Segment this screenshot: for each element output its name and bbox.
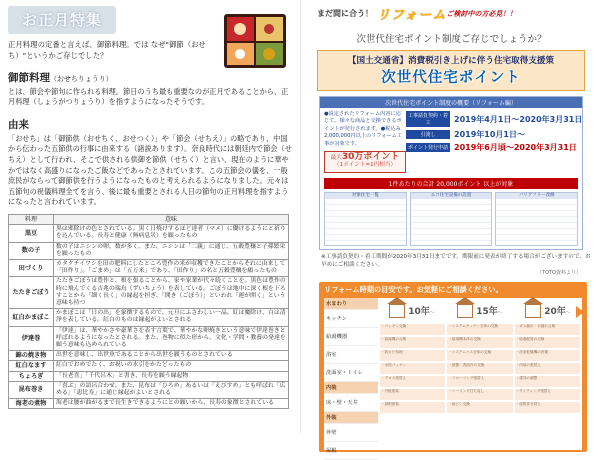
year-label — [476, 304, 503, 317]
column-header-meaning: 意味 — [54, 214, 289, 224]
page-title: お正月特集 — [8, 6, 116, 34]
table-row — [9, 309, 289, 326]
dish-name: 数の子 — [9, 242, 54, 259]
timing-cell: ・パッキン交換 — [380, 324, 445, 335]
timing-cell: ・浴室乾燥機の設置 — [515, 350, 580, 361]
ribbon-small-text: まだ間に合う！ — [317, 9, 373, 18]
max-label: 最大 — [330, 155, 342, 162]
year-suffix: 〜 — [497, 310, 503, 317]
timing-cell: ・便器・洗面台の交換 — [447, 363, 512, 374]
dish-meaning: 「長老喜」「千代呂木」と書き、長寿を願う縁起物 — [54, 371, 289, 381]
deadline-note: ※工事請負契約・着工期間が2020年3月31日までです。期限前に発表が終了する場合がございますので、お早めにご相談ください。 — [321, 253, 591, 268]
right-page — [300, 0, 600, 455]
panel-heading: 次世代住宅ポイント制度の概要（リフォーム編） — [320, 97, 582, 108]
ribbon-tail-text: ご検討中の方必見！！ — [446, 9, 517, 18]
dish-meaning: カタクチイワシを田の肥料にしたところ豊作の米が収穫できたことからそれに由来して「田作り」。「ごまめ」は「五万米」であり、「田作り」の名と五穀豊穣を願ったもの — [54, 259, 289, 276]
timing-cell: ・給湯機の点検 — [380, 337, 445, 348]
category-item: 浴室 — [324, 346, 378, 364]
house-icon — [457, 304, 473, 318]
year-column — [457, 304, 503, 318]
origin-heading: 由来 — [8, 118, 29, 131]
category-item: 洗面室・トイレ — [324, 364, 378, 382]
year-header — [378, 298, 582, 324]
overview-panel — [319, 96, 583, 250]
timing-cell: ・給湯機本体の交換 — [447, 337, 512, 348]
table-row — [9, 381, 289, 398]
point-table — [324, 192, 407, 246]
reform-ribbon — [317, 4, 592, 23]
period-row — [406, 111, 582, 127]
timing-cell: ・屋根塗装 — [380, 402, 445, 413]
dish-name: 海老の煮物 — [9, 399, 54, 409]
max-note: （1ポイント=1円相当） — [333, 162, 397, 169]
dishes-table — [8, 214, 289, 409]
table-row — [9, 326, 289, 351]
timing-cell: ・水栓パッキン — [380, 363, 445, 374]
year-value: 10年 — [408, 307, 430, 318]
dish-name: 紅白なます — [9, 361, 54, 371]
year-value: 15年 — [476, 307, 498, 318]
period-row — [406, 129, 582, 140]
osechi-heading-text: 御節料理 — [8, 72, 50, 84]
dish-meaning: たたきごぼうは豊作と、根を張ることから、家や家業が代々続くことを。黒色は豊作の時に飛んでくる吉兆の瑞鳥（ずいちょう）を表している。ごぼうは地中に深く根を下ろすことから「細く長く」の縁起を担ぎ、「開き（ごぼう）」といわれ「運が開く」という意味も持つ — [54, 277, 289, 309]
table-row — [9, 259, 289, 276]
category-column — [324, 298, 378, 455]
house-icon — [389, 304, 405, 318]
timing-cell: ・シーリング打ち直し — [447, 389, 512, 400]
category-section: 水まわり — [324, 298, 378, 310]
table-row — [9, 399, 289, 409]
period-label: 引渡し — [406, 130, 450, 139]
bonus-bar: 1件あたりの合計 20,000ポイント 以上が対象 — [324, 178, 578, 189]
overview-bullets — [324, 111, 406, 173]
timing-cell: ・内装の張替え — [515, 363, 580, 374]
reform-timing-chart — [319, 282, 587, 455]
dish-meaning: 「伊達」は、華やかさや豪華さを表す言葉で、華やかな卵焼きという意味で伊達巻きと呼ばれるようになったとされる。また、巻物に似た形から、文化・学問・教養の発達を願う意味も込められている — [54, 326, 289, 351]
osechi-reading: （おせちりょうり） — [50, 75, 113, 83]
osechi-heading — [8, 70, 292, 85]
point-banner — [317, 50, 585, 91]
dish-name: たたきごぼう — [9, 277, 54, 309]
year-label — [408, 304, 435, 317]
timing-cell: ・クロス張替え — [380, 376, 445, 387]
intro-text: 正月料理の定番と言えば、御節料理。では なぜ"御節（おせち）"というかご存じでした？ — [8, 40, 206, 60]
table-row — [9, 242, 289, 259]
period-date: 2019年10月1日〜 — [454, 130, 525, 139]
timing-cell: ・雨どい交換 — [447, 402, 512, 413]
max-value: 30万ポイント — [341, 152, 400, 163]
year-suffix: 〜 — [565, 310, 571, 317]
dish-meaning: 海老は腰が曲がるまで長生きできるようにとの願いから、長寿の象徴とされている — [54, 399, 289, 409]
periods — [406, 111, 582, 173]
table-row — [9, 361, 289, 371]
osechi-description: とは、節会や節句に作られる料理。節日のうち最も重要なのが正月であることから、正月料理（しょうがつりょうり）を指すようになったそうです。 — [8, 87, 289, 107]
year-label — [544, 304, 571, 317]
timing-cell: ・システムキッチン全体の交換 — [447, 324, 512, 335]
timing-cells — [378, 324, 582, 413]
dish-meaning: 紅白でおめでたく、お祝いの水引をかたどったもの — [54, 361, 289, 371]
dish-name: 黒豆 — [9, 225, 54, 242]
timing-cell: ・建具の調整 — [515, 376, 580, 387]
dish-meaning: 黒は邪除けの色とされている。黒く日焼けするほど達者（マメ）に働けるようにと祈りを込んでいる。長寿と健康（無病息災）を願ったもの — [54, 225, 289, 242]
dish-name: 田づくり — [9, 259, 54, 276]
timing-cell: ・外壁塗装 — [380, 389, 445, 400]
dish-name: 錦の焼き物 — [9, 351, 54, 361]
table-row — [9, 225, 289, 242]
period-row — [406, 142, 582, 153]
category-item: キッチン — [324, 310, 378, 328]
source-reference: （TOTO資料より） — [537, 269, 581, 276]
timing-cell: ・防カビ処理 — [380, 350, 445, 361]
dish-meaning: 数の子はニシンの卵。数が多く、また、ニシンは「二親」に通じ、五穀豊穣と子孫繁栄を願ったもの — [54, 242, 289, 259]
dish-name: 紅白かまぼこ — [9, 309, 54, 326]
category-section: 内装 — [324, 382, 378, 394]
osechi-photo — [222, 10, 288, 70]
timing-cell: ・システムバス全体の交換 — [447, 350, 512, 361]
banner-title: 次世代住宅ポイント — [381, 70, 521, 86]
timing-grid — [378, 298, 582, 450]
period-date: 2019年4月1日〜2020年3月31日 — [454, 114, 583, 124]
year-value: 20年 — [544, 307, 566, 318]
question-heading: 次世代住宅ポイント制度ご存じでしょうか？ — [356, 34, 547, 45]
bullets-text: ●設定されたリフォーム内容に応じて、様々な商品と交換できるポイントが発行されます。●税込み2,000,000円以上のリフォーム工事が対象です。 — [324, 111, 403, 147]
timing-cell: ・ガス漏れ・水漏れ点検 — [515, 324, 580, 335]
category-section: 外装 — [324, 412, 378, 424]
year-column — [525, 304, 571, 318]
point-table — [410, 192, 493, 246]
timing-cell: ・フローリング張替え — [447, 376, 512, 387]
dish-meaning: 「喜ぶ」の語呂合わせ。また、昆布は「ひろめ」あるいは「えびすめ」とも呼ばれ「広める」「恵比寿」に通じ縁起がよいとされる — [54, 381, 289, 398]
dish-name: ちょろぎ — [9, 371, 54, 381]
origin-text: 「おせち」は「御節供（おせちく、おせつく）」や「節会（せちえ）」の略であり、中国から伝わった五節供の行事に由来する（諸説あります）。奈良時代には朝廷内で節会（せちえ）として行われ、そこで供される供御を節供（せちく）と言い、現在のように華やかではなく高盛りになったご飯などであったとされています。この五節会の儀を、一般庶民がならって御節供を行うようになったものと考えられるようになりました。元々は五節句の祝儀料理全てを言う、後に最も重要とされる人日の節句の正月料理を指すようになったと言われています。 — [8, 133, 292, 207]
dish-name: 昆布巻き — [9, 381, 54, 398]
ribbon-big-text: リフォーム — [377, 8, 447, 23]
year-suffix: 〜 — [429, 310, 435, 317]
left-page — [0, 0, 300, 433]
period-date: 2019年6月頃〜2020年3月31日 — [454, 143, 577, 152]
period-label: 工事請負契約・着工 — [407, 113, 448, 126]
column-header-dish: 料理 — [9, 214, 54, 224]
banner-subtitle: 【国土交通省】消費税引き上げに伴う住宅取得支援策 — [347, 56, 555, 66]
category-item: 外壁 — [324, 424, 378, 442]
category-item: 給湯機器 — [324, 328, 378, 346]
table-row — [9, 277, 289, 309]
point-table-header: バリアフリー改修 — [496, 193, 577, 199]
timing-title: リフォーム時期の目安です。お気軽にご相談ください。 — [324, 284, 503, 294]
point-table-header: 対象住宅一覧 — [325, 193, 406, 199]
house-icon — [525, 304, 541, 318]
timing-cell: ・給湯配管の点検 — [515, 337, 580, 348]
dish-name: 伊達巻 — [9, 326, 54, 351]
period-label: ポイント発行申請 — [407, 145, 448, 151]
max-points-box — [324, 151, 406, 173]
point-table-header: エコ住宅設備の設置 — [411, 193, 492, 199]
category-item: 屋根 — [324, 442, 378, 460]
point-tables — [320, 192, 582, 249]
timing-cell: ・サイディング張替え — [515, 389, 580, 400]
category-item: 床・壁・天井 — [324, 394, 378, 412]
year-column — [389, 304, 435, 318]
timeline-arrow — [576, 306, 584, 318]
table-row — [9, 371, 289, 381]
dish-meaning: 出世を意味し、出世魚であることから出世を願うものとされている — [54, 351, 289, 361]
point-table — [495, 192, 578, 246]
timing-cell: ・屋根葺き替え — [515, 402, 580, 413]
table-row — [9, 351, 289, 361]
dish-meaning: かまぼこは「日の出」を象徴するもので、元旦にふさわしい一品。紅は魔除け、白は清浄を表している。紅白のものは縁起がよいとされる — [54, 309, 289, 326]
